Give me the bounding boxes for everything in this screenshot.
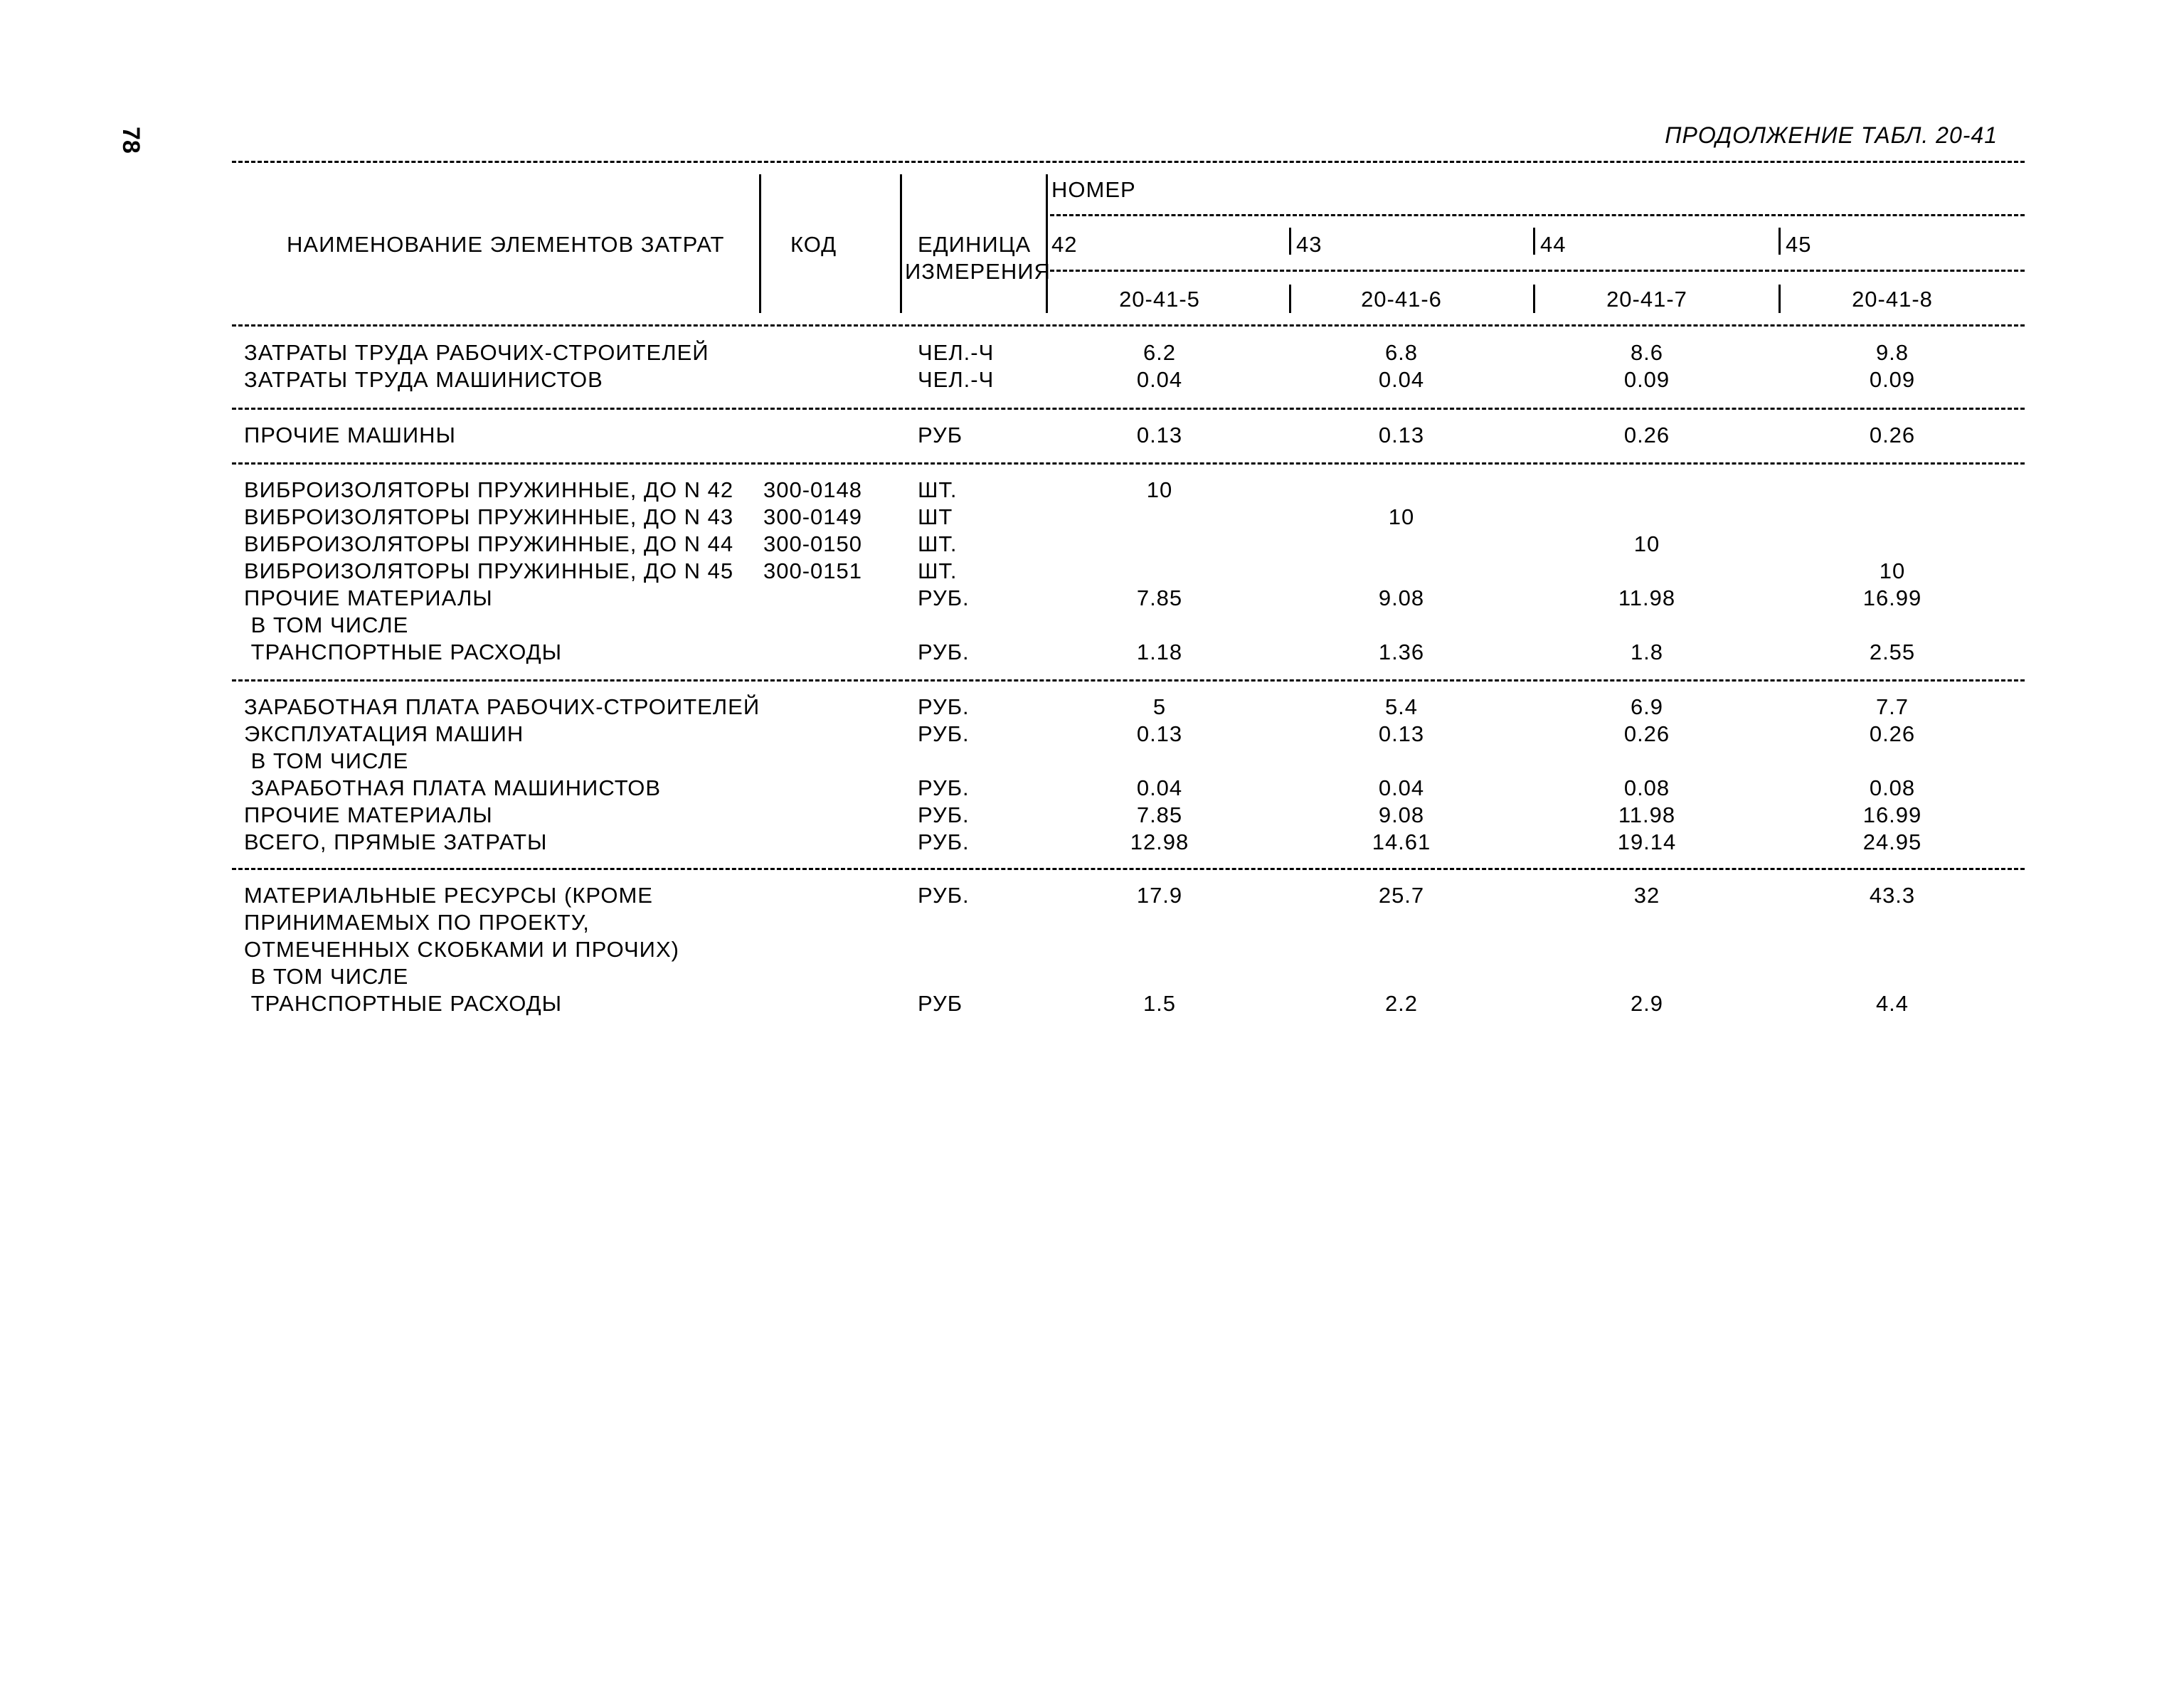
- row-value: 0.13: [1378, 423, 1425, 447]
- header-bottom-rule: [232, 324, 2025, 327]
- row-value: 1.8: [1630, 640, 1664, 664]
- row-value: 2.2: [1384, 991, 1419, 1016]
- row-value: 43.3: [1869, 883, 1916, 908]
- row-value: 0.04: [1378, 367, 1425, 392]
- row-name: ЗАРАБОТНАЯ ПЛАТА МАШИНИСТОВ: [244, 775, 662, 800]
- row-unit: ЧЕЛ.-Ч: [918, 340, 995, 365]
- row-name: ТРАНСПОРТНЫЕ РАСХОДЫ: [244, 640, 563, 664]
- row-code: 300-0149: [763, 504, 863, 529]
- row-value: 2.9: [1630, 991, 1664, 1016]
- row-code: 300-0148: [763, 477, 863, 502]
- header-divider: [1533, 228, 1535, 255]
- row-name: ПРОЧИЕ МАШИНЫ: [244, 423, 456, 447]
- row-value: 0.13: [1136, 721, 1183, 746]
- row-value: 0.09: [1623, 367, 1670, 392]
- header-col-number: 42: [1051, 232, 1078, 257]
- row-value: 12.98: [1130, 829, 1189, 854]
- row-name: ЗАТРАТЫ ТРУДА МАШИНИСТОВ: [244, 367, 603, 392]
- row-value: 0.04: [1136, 367, 1183, 392]
- header-col-number: 44: [1540, 232, 1567, 257]
- row-unit: РУБ: [918, 991, 963, 1016]
- row-name: МАТЕРИАЛЬНЫЕ РЕСУРСЫ (КРОМЕ: [244, 883, 653, 908]
- row-name: ЗАРАБОТНАЯ ПЛАТА РАБОЧИХ-СТРОИТЕЛЕЙ: [244, 694, 760, 719]
- row-value: 0.04: [1136, 775, 1183, 800]
- header-col-code: 20-41-6: [1361, 287, 1442, 312]
- row-name: В ТОМ ЧИСЛЕ: [244, 964, 409, 989]
- group-rule: [232, 408, 2025, 410]
- row-unit: РУБ.: [918, 775, 970, 800]
- row-value: 6.2: [1143, 340, 1177, 365]
- page-number: 78: [117, 127, 144, 154]
- row-name: В ТОМ ЧИСЛЕ: [244, 748, 409, 773]
- row-name: ВИБРОИЗОЛЯТОРЫ ПРУЖИННЫЕ, ДО N 44: [244, 531, 734, 556]
- header-unit-line1: ЕДИНИЦА: [918, 232, 1032, 257]
- row-value: 10: [1388, 504, 1415, 529]
- header-col-code: 20-41-5: [1119, 287, 1200, 312]
- row-name: ВИБРОИЗОЛЯТОРЫ ПРУЖИННЫЕ, ДО N 42: [244, 477, 734, 502]
- row-value: 11.98: [1618, 802, 1676, 827]
- row-value: 1.36: [1378, 640, 1425, 664]
- row-name: ЗАТРАТЫ ТРУДА РАБОЧИХ-СТРОИТЕЛЕЙ: [244, 340, 709, 365]
- row-value: 0.09: [1869, 367, 1916, 392]
- header-divider: [1533, 285, 1535, 313]
- header-unit-line2: ИЗМЕРЕНИЯ: [905, 259, 1051, 284]
- row-unit: РУБ.: [918, 640, 970, 664]
- row-name: ВИБРОИЗОЛЯТОРЫ ПРУЖИННЫЕ, ДО N 45: [244, 558, 734, 583]
- row-value: 9.08: [1378, 802, 1425, 827]
- row-value: 5.4: [1384, 694, 1419, 719]
- header-col-number: 45: [1786, 232, 1812, 257]
- row-unit: ЧЕЛ.-Ч: [918, 367, 995, 392]
- header-divider: [1779, 228, 1781, 255]
- row-unit: РУБ.: [918, 694, 970, 719]
- header-divider: [759, 174, 761, 313]
- row-value: 7.7: [1875, 694, 1909, 719]
- row-unit: РУБ.: [918, 585, 970, 610]
- row-name: ВСЕГО, ПРЯМЫЕ ЗАТРАТЫ: [244, 829, 548, 854]
- row-value: 0.13: [1378, 721, 1425, 746]
- row-value: 0.04: [1378, 775, 1425, 800]
- row-value: 7.85: [1136, 585, 1183, 610]
- row-unit: ШТ: [918, 504, 953, 529]
- row-code: 300-0150: [763, 531, 863, 556]
- row-value: 6.8: [1384, 340, 1419, 365]
- group-rule: [232, 868, 2025, 870]
- header-top-rule: [232, 161, 2025, 163]
- row-unit: РУБ.: [918, 721, 970, 746]
- row-value: 16.99: [1862, 585, 1922, 610]
- row-value: 10: [1633, 531, 1660, 556]
- row-value: 9.8: [1875, 340, 1909, 365]
- header-code: КОД: [790, 232, 837, 257]
- row-unit: РУБ.: [918, 883, 970, 908]
- row-value: 17.9: [1136, 883, 1183, 908]
- row-value: 0.08: [1869, 775, 1916, 800]
- row-name: ПРИНИМАЕМЫХ ПО ПРОЕКТУ,: [244, 910, 590, 935]
- row-value: 0.26: [1869, 721, 1916, 746]
- row-unit: ШТ.: [918, 558, 958, 583]
- row-value: 8.6: [1630, 340, 1664, 365]
- row-unit: РУБ.: [918, 829, 970, 854]
- row-value: 1.18: [1136, 640, 1183, 664]
- row-value: 5: [1152, 694, 1167, 719]
- header-number-group: НОМЕР: [1051, 177, 1136, 202]
- row-value: 4.4: [1875, 991, 1909, 1016]
- row-value: 11.98: [1618, 585, 1676, 610]
- row-name: ПРОЧИЕ МАТЕРИАЛЫ: [244, 802, 493, 827]
- row-unit: ШТ.: [918, 531, 958, 556]
- row-name: ТРАНСПОРТНЫЕ РАСХОДЫ: [244, 991, 563, 1016]
- group-rule: [232, 679, 2025, 682]
- row-name: ВИБРОИЗОЛЯТОРЫ ПРУЖИННЫЕ, ДО N 43: [244, 504, 734, 529]
- row-value: 7.85: [1136, 802, 1183, 827]
- row-unit: ШТ.: [918, 477, 958, 502]
- column-number-rule: [1050, 270, 2025, 272]
- header-name: НАИМЕНОВАНИЕ ЭЛЕМЕНТОВ ЗАТРАТ: [287, 232, 725, 257]
- row-value: 32: [1633, 883, 1660, 908]
- row-value: 0.08: [1623, 775, 1670, 800]
- group-rule: [232, 462, 2025, 465]
- row-value: 0.13: [1136, 423, 1183, 447]
- row-value: 10: [1879, 558, 1906, 583]
- table-continuation-title: ПРОДОЛЖЕНИЕ ТАБЛ. 20-41: [1665, 122, 1998, 148]
- header-divider: [1046, 174, 1048, 313]
- row-value: 0.26: [1623, 423, 1670, 447]
- row-unit: РУБ: [918, 423, 963, 447]
- row-value: 1.5: [1143, 991, 1177, 1016]
- row-value: 24.95: [1862, 829, 1922, 854]
- header-divider: [1289, 228, 1291, 255]
- header-divider: [1779, 285, 1781, 313]
- header-divider: [900, 174, 902, 313]
- header-divider: [1289, 285, 1291, 313]
- row-name: ЭКСПЛУАТАЦИЯ МАШИН: [244, 721, 524, 746]
- row-name: ПРОЧИЕ МАТЕРИАЛЫ: [244, 585, 493, 610]
- row-value: 6.9: [1630, 694, 1664, 719]
- row-value: 0.26: [1869, 423, 1916, 447]
- row-value: 19.14: [1617, 829, 1677, 854]
- row-name: В ТОМ ЧИСЛЕ: [244, 613, 409, 637]
- header-col-code: 20-41-7: [1606, 287, 1687, 312]
- number-group-rule: [1050, 214, 2025, 216]
- row-value: 0.26: [1623, 721, 1670, 746]
- row-value: 10: [1146, 477, 1173, 502]
- header-col-code: 20-41-8: [1852, 287, 1933, 312]
- row-unit: РУБ.: [918, 802, 970, 827]
- row-value: 9.08: [1378, 585, 1425, 610]
- row-code: 300-0151: [763, 558, 863, 583]
- row-value: 14.61: [1372, 829, 1431, 854]
- row-value: 16.99: [1862, 802, 1922, 827]
- row-value: 25.7: [1378, 883, 1425, 908]
- row-value: 2.55: [1869, 640, 1916, 664]
- row-name: ОТМЕЧЕННЫХ СКОБКАМИ И ПРОЧИХ): [244, 937, 679, 962]
- header-col-number: 43: [1296, 232, 1322, 257]
